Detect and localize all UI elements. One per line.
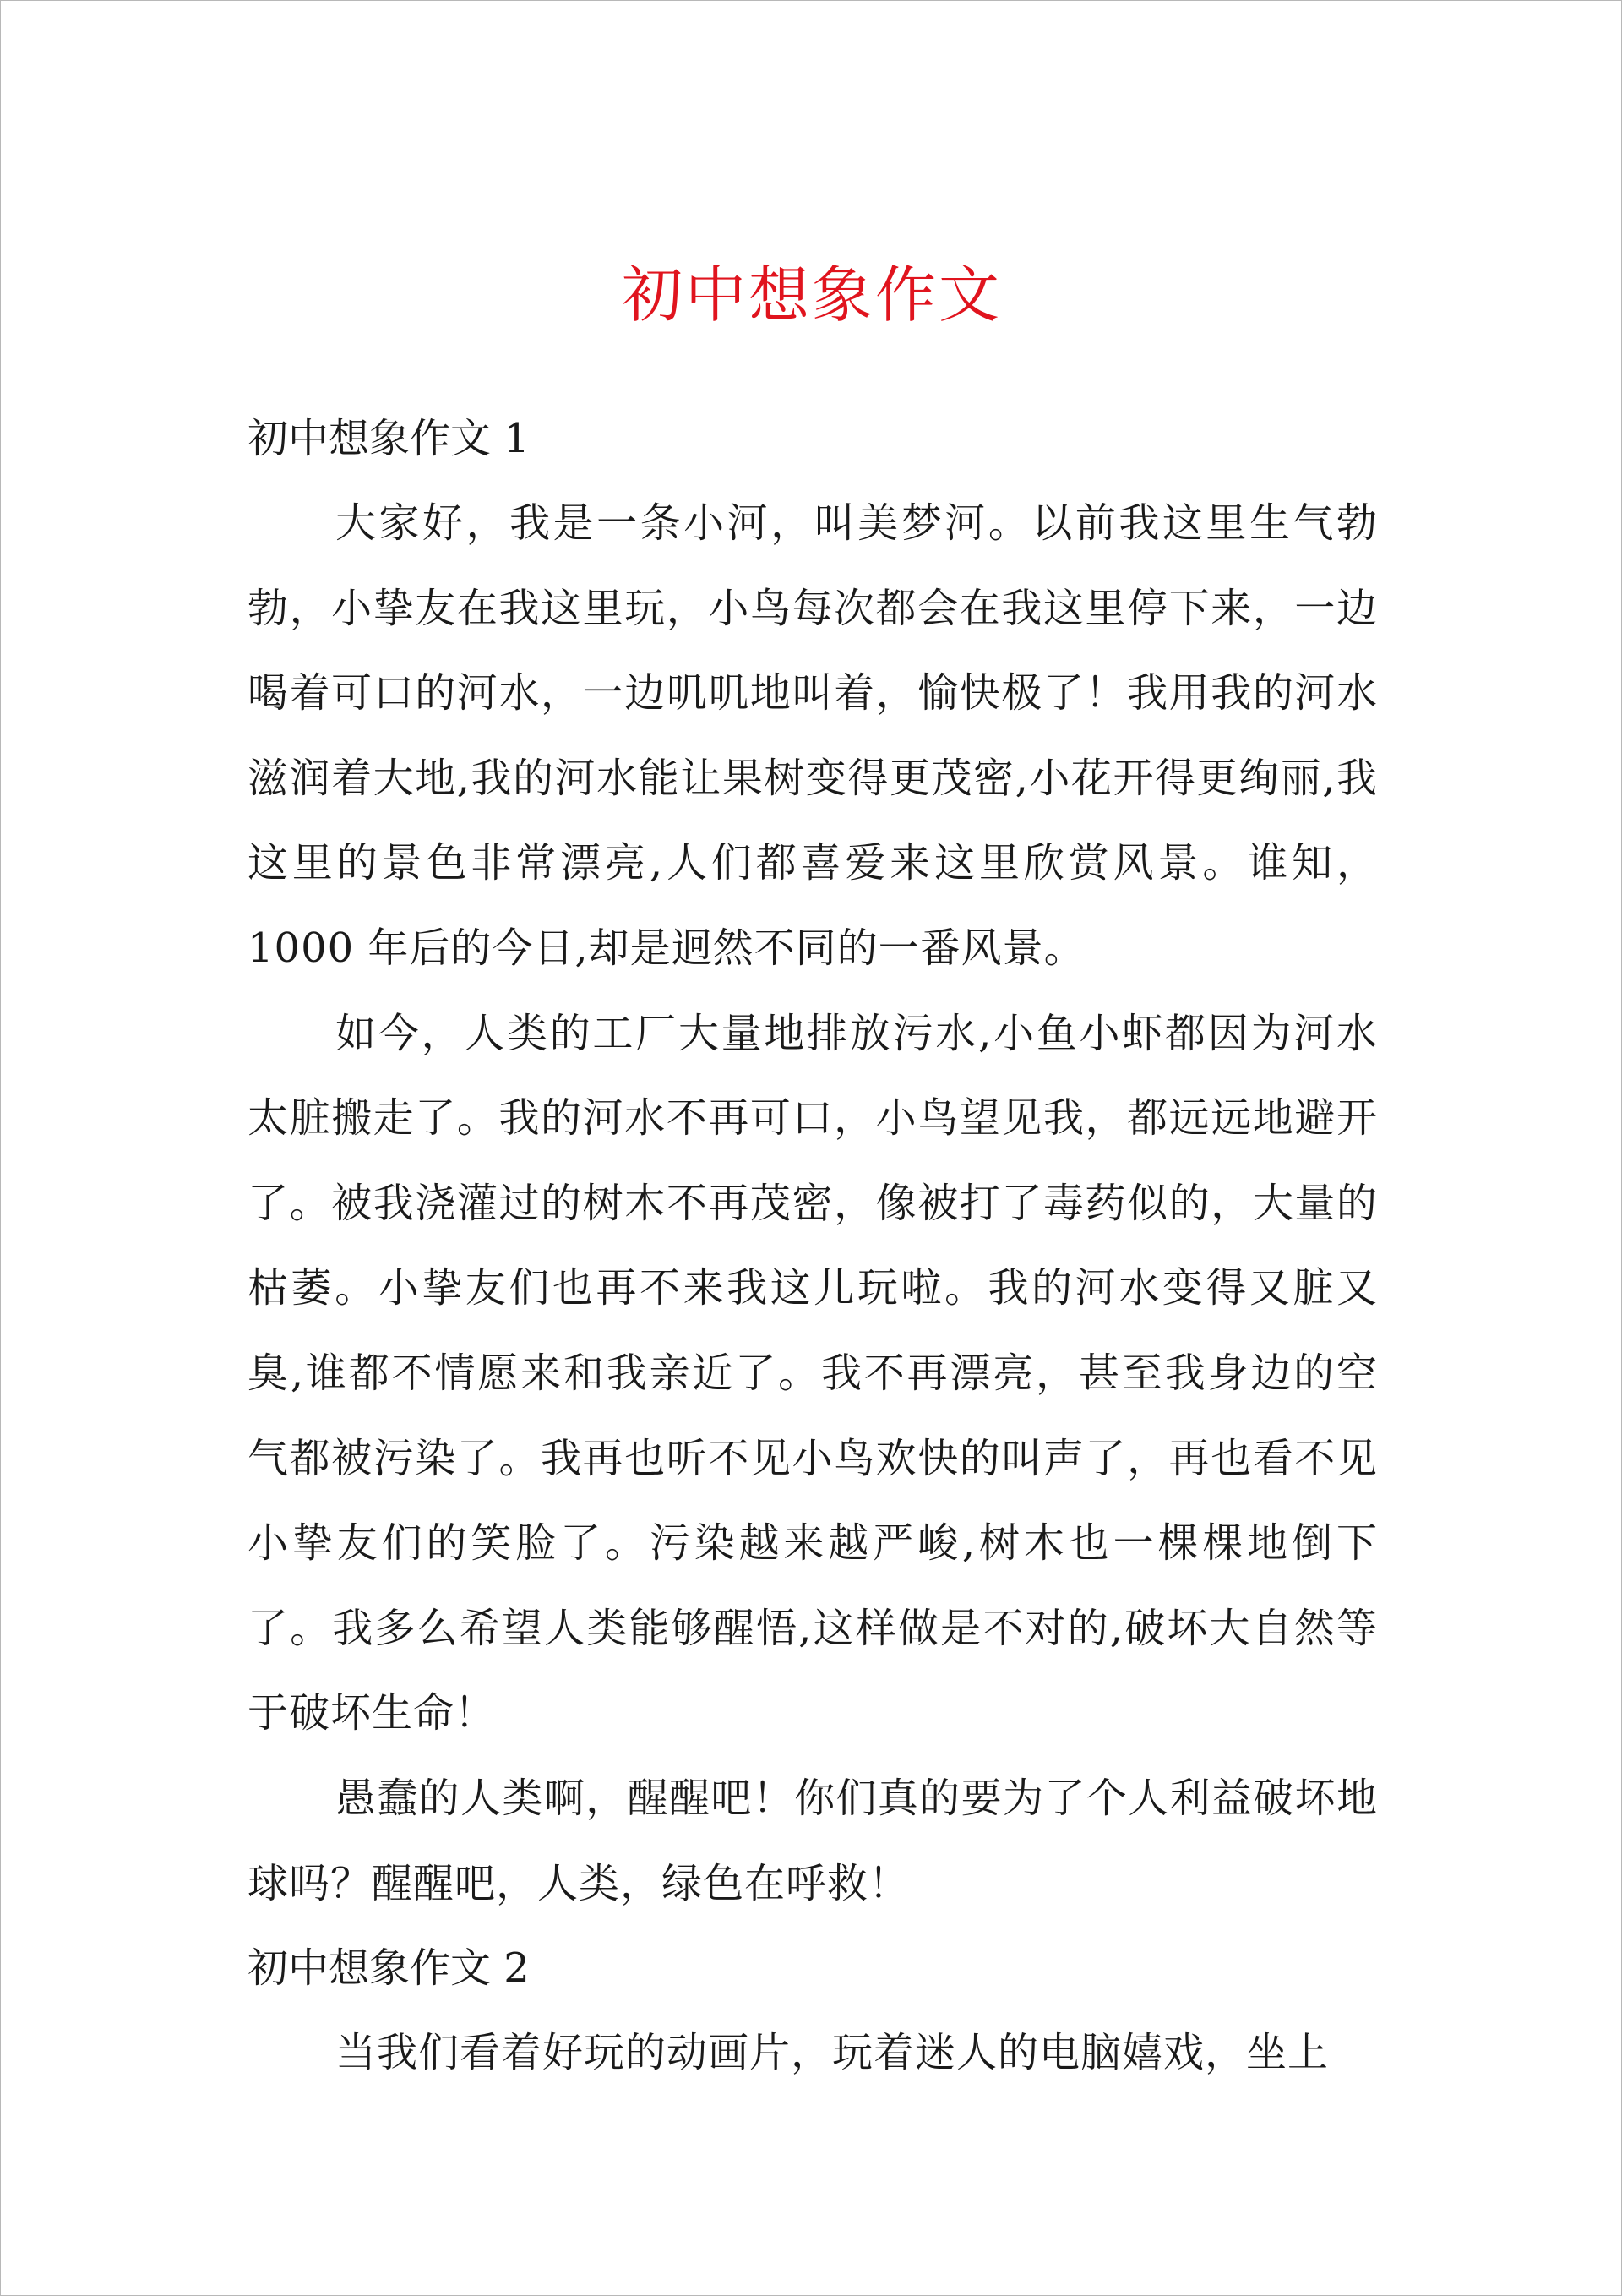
essay-section-2: [248, 1926, 1378, 2096]
section-heading: 初中想象作文 1: [248, 415, 530, 462]
document-title: 初中想象作文: [621, 259, 1002, 330]
paragraph: 当我们看着好玩的动画片，玩着迷人的电脑嬉戏，坐上: [335, 2029, 1330, 2077]
paragraph: 愚蠢的人类啊，醒醒吧！你们真的要为了个人利益破坏地球吗？醒醒吧，人类，绿色在呼救！: [248, 1774, 1378, 1907]
section-heading: 初中想象作文 2: [248, 1944, 530, 1993]
paragraph: 如今，人类的工厂大量地排放污水,小鱼小虾都因为河水太脏搬走了。我的河水不再可口，小鸟望见我，都远远地避开了。被我浇灌过的树木不再茂密，像被打了毒药似的，大量的枯萎。小挚友们也再不来我这儿玩啦。我的河水变得又脏又臭,谁都不情愿来和我亲近了。我不再漂亮，甚至我身边的空气都被污染了。我再也听不见小鸟欢快的叫声了，再也看不见小挚友们的笑脸了。污染越来越严峻,树木也一棵棵地倒下了。我多么希望人类能够醒悟,这样做是不对的,破坏大自然等于破坏生命！: [248, 1009, 1378, 1737]
paragraph: 大家好，我是一条小河，叫美梦河。以前我这里生气勃勃，小挚友在我这里玩，小鸟每次都会在我这里停下来，一边喝着可口的河水，一边叽叽地叫着，愉快极了！我用我的河水滋润着大地,我的河水能让果树变得更茂密,小花开得更绚丽,我这里的景色非常漂亮,人们都喜爱来这里欣赏风景。谁知，1000 年后的今日,却是迥然不同的一番风景。: [248, 499, 1378, 972]
essay-section-1: [248, 396, 1378, 1926]
document-body: [248, 396, 1378, 2096]
